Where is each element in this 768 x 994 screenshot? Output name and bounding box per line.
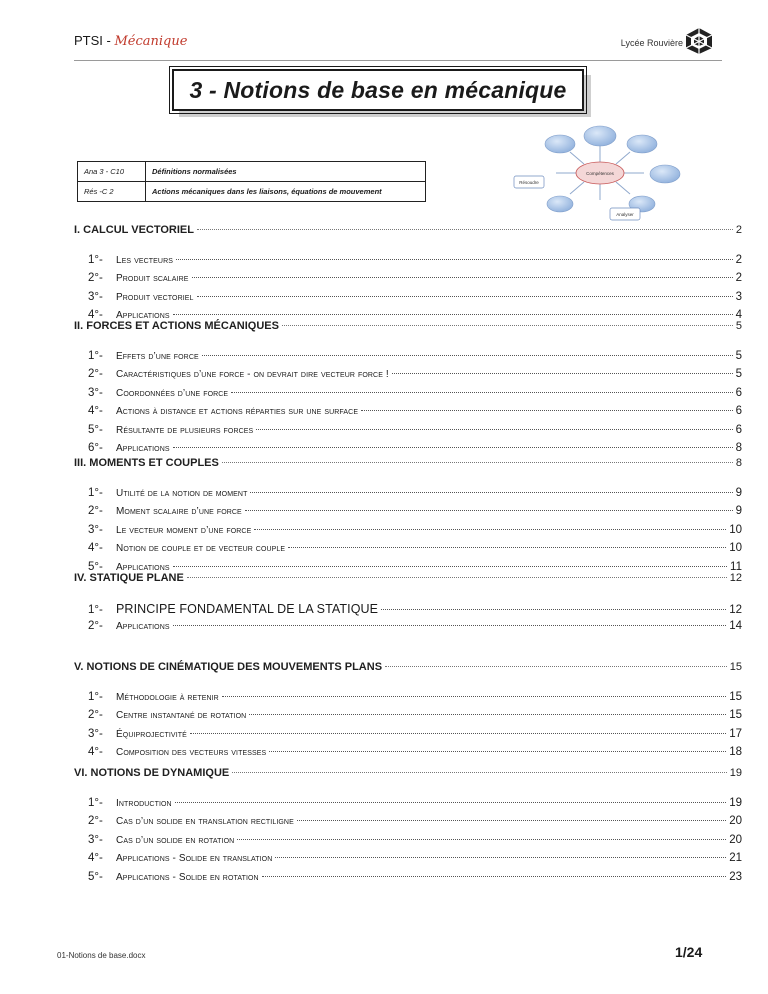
toc-entry-page: 2: [735, 254, 742, 266]
toc-entry-page: 11: [730, 560, 742, 573]
toc-entry-page: 6: [735, 423, 742, 436]
mindmap-left-label: Résoudre: [519, 180, 539, 185]
toc-leader: [232, 772, 727, 773]
mindmap-node: [584, 126, 616, 146]
toc-entry-number: 2°-: [88, 709, 103, 722]
toc-leader: [222, 462, 733, 463]
toc-section[interactable]: [74, 661, 742, 673]
toc-entry-number: 1°-: [88, 350, 103, 362]
toc-leader: [262, 876, 726, 877]
toc-entry-number: 6°-: [88, 442, 103, 454]
toc-entry-page: 12: [729, 604, 742, 616]
toc-entry-number: 1°-: [88, 797, 103, 809]
toc-leader: [173, 566, 727, 567]
toc-entry-label: Actions à distance et actions réparties sur une surface: [116, 406, 359, 418]
toc-entry-page: 18: [729, 746, 742, 759]
toc-leader: [282, 325, 733, 326]
toc-entry-page: 9: [735, 505, 742, 518]
toc-entry-label: Applications - Solide en translation: [116, 853, 273, 865]
toc-entry-label: Coordonnées d’une force: [116, 387, 229, 399]
toc-entry-page: 23: [729, 870, 742, 883]
toc-entry[interactable]: [88, 291, 742, 303]
footer-page-number: 1/24: [675, 944, 703, 960]
toc-entry-label: Applications - Solide en rotation: [116, 871, 259, 883]
toc-leader: [269, 751, 726, 752]
toc-entry-number: 3°-: [88, 727, 103, 740]
toc-entry[interactable]: [88, 487, 742, 499]
toc-section-page: 5: [735, 320, 742, 332]
toc-entry[interactable]: [88, 815, 742, 827]
toc-leader: [197, 229, 733, 230]
toc-entry-label: Cas d’un solide en rotation: [116, 834, 235, 846]
toc-entry-number: 2°-: [88, 505, 103, 518]
toc-entry-label: Centre instantané de rotation: [116, 710, 247, 722]
toc-entry-page: 17: [729, 727, 742, 740]
toc-entry[interactable]: [88, 505, 742, 517]
mindmap-node: [650, 165, 680, 183]
toc-leader: [254, 529, 726, 530]
toc-entry-label: Équiprojectivité: [116, 728, 187, 740]
toc-entry-page: 2: [735, 272, 742, 285]
toc-section-page: 2: [735, 224, 742, 236]
toc-entry-label: Effets d’une force: [116, 351, 199, 362]
toc-entry-label: Les vecteurs: [116, 255, 173, 266]
competence-code: Ana 3 - C10: [78, 162, 146, 182]
toc-entry-label: Résultante de plusieurs forces: [116, 424, 254, 436]
toc-entry-page: 5: [735, 350, 742, 362]
toc-leader: [250, 492, 732, 493]
toc-entry-page: 9: [735, 487, 742, 499]
toc-entry-page: 20: [729, 833, 742, 846]
toc-leader: [237, 839, 726, 840]
toc-section-label: IV. STATIQUE PLANE: [74, 572, 184, 584]
toc-entry-label: Introduction: [116, 798, 172, 809]
toc-entry-label: Produit vectoriel: [116, 291, 194, 303]
toc-entry-page: 15: [729, 709, 742, 722]
footer-filename: 01-Notions de base.docx: [57, 951, 146, 960]
toc-entry-page: 8: [735, 442, 742, 454]
toc-entry-number: 1°-: [88, 487, 103, 499]
toc-entry-page: 10: [729, 523, 742, 536]
toc-entry[interactable]: [88, 368, 742, 380]
toc-entry-number: 5°-: [88, 870, 103, 883]
toc-leader: [385, 666, 727, 667]
toc-entry-label: Notion de couple et de vecteur couple: [116, 543, 286, 555]
header-school: Lycée Rouvière: [620, 38, 683, 48]
toc-entry[interactable]: [88, 728, 742, 740]
toc-entry-label: Cas d’un solide en translation rectiligne: [116, 816, 294, 828]
toc-entry-number: 4°-: [88, 405, 103, 418]
toc-entry-number: 4°-: [88, 542, 103, 555]
toc-leader: [202, 355, 733, 356]
page-title: 3 - Notions de base en mécanique: [189, 76, 567, 103]
competences-mindmap: [508, 122, 693, 224]
toc-section[interactable]: [74, 320, 742, 332]
toc-entry-number: 2°-: [88, 272, 103, 285]
toc-entry-number: 3°-: [88, 290, 103, 303]
toc-entry-page: 6: [735, 405, 742, 418]
mindmap-bottom-label: Analyser: [616, 212, 634, 217]
toc-leader: [173, 314, 733, 315]
competence-desc: Actions mécaniques dans les liaisons, équations de mouvement: [146, 182, 426, 202]
toc-entry-page: 3: [735, 290, 742, 303]
toc-entry-page: 4: [735, 309, 742, 322]
toc-section-page: 8: [735, 457, 742, 469]
toc-entry-label: Caractéristiques d’une force - on devrait dire vecteur force !: [116, 369, 389, 381]
toc-entry-number: 2°-: [88, 620, 103, 633]
toc-entry-number: 2°-: [88, 368, 103, 381]
toc-entry-number: 4°-: [88, 309, 103, 322]
title-box: [172, 69, 584, 111]
toc-entry[interactable]: [88, 852, 742, 864]
toc-entry[interactable]: [88, 709, 742, 721]
toc-section-label: V. NOTIONS DE CINÉMATIQUE DES MOUVEMENTS PLANS: [74, 661, 383, 673]
toc-leader: [176, 259, 733, 260]
toc-entry-page: 5: [735, 368, 742, 381]
toc-entry-label: Applications: [116, 443, 170, 454]
toc-leader: [275, 857, 726, 858]
toc-entry-number: 3°-: [88, 386, 103, 399]
toc-section-label: III. MOMENTS ET COUPLES: [74, 457, 219, 469]
toc-entry-label: PRINCIPE FONDAMENTAL DE LA STATIQUE: [116, 602, 379, 616]
toc-section-page: 15: [729, 661, 742, 673]
competence-desc: Définitions normalisées: [146, 162, 426, 182]
toc-leader: [288, 547, 726, 548]
toc-leader: [392, 373, 733, 374]
toc-section-label: I. CALCUL VECTORIEL: [74, 224, 194, 236]
header-course-prefix: PTSI -: [74, 33, 115, 48]
toc-entry-page: 10: [729, 542, 742, 555]
toc-leader: [173, 625, 727, 626]
toc-entry-label: Composition des vecteurs vitesses: [116, 747, 267, 759]
toc-leader: [249, 714, 726, 715]
toc-entry-page: 14: [729, 620, 742, 633]
toc-section-label: II. FORCES ET ACTIONS MÉCANIQUES: [74, 320, 279, 332]
toc-section[interactable]: [74, 572, 742, 584]
toc-entry[interactable]: [88, 871, 742, 883]
toc-entry-label: Moment scalaire d’une force: [116, 506, 242, 518]
toc-section-page: 19: [729, 767, 742, 779]
toc-entry-number: 5°-: [88, 423, 103, 436]
toc-leader: [187, 577, 727, 578]
toc-entry[interactable]: [88, 524, 742, 536]
toc-entry-number: 4°-: [88, 852, 103, 865]
toc-entry-number: 1°-: [88, 604, 103, 616]
toc-entry-number: 1°-: [88, 691, 103, 703]
school-logo-icon: [684, 27, 714, 55]
toc-entry-label: Méthodologie à retenir: [116, 692, 219, 703]
toc-leader: [297, 820, 726, 821]
toc-entry[interactable]: [88, 272, 742, 284]
toc-entry-number: 5°-: [88, 560, 103, 573]
toc-entry-label: Produit scalaire: [116, 273, 189, 285]
toc-entry-label: Le vecteur moment d’une force: [116, 524, 252, 536]
toc-entry-label: Applications: [116, 561, 170, 573]
toc-entry[interactable]: [88, 405, 742, 417]
toc-leader: [245, 510, 733, 511]
toc-entry-label: Utilité de la notion de moment: [116, 488, 248, 499]
table-row: [78, 162, 426, 182]
toc-leader: [190, 733, 726, 734]
toc-entry-number: 1°-: [88, 254, 103, 266]
toc-entry-page: 21: [729, 852, 742, 865]
toc-section[interactable]: [74, 457, 742, 469]
toc-entry-page: 19: [729, 797, 742, 809]
toc-entry[interactable]: [88, 350, 742, 362]
toc-entry[interactable]: [88, 542, 742, 554]
header-course: [74, 33, 187, 49]
toc-entry-number: 3°-: [88, 523, 103, 536]
toc-entry[interactable]: [88, 561, 742, 573]
toc-leader: [197, 296, 733, 297]
toc-entry[interactable]: [88, 424, 742, 436]
header-rule: [74, 60, 722, 61]
toc-entry[interactable]: [88, 442, 742, 454]
toc-entry-number: 3°-: [88, 833, 103, 846]
toc-section-page: 12: [729, 572, 742, 584]
toc-entry[interactable]: [88, 797, 742, 809]
toc-entry-page: 15: [729, 691, 742, 703]
toc-leader: [231, 392, 732, 393]
toc-entry[interactable]: [88, 834, 742, 846]
toc-entry[interactable]: [88, 602, 742, 616]
toc-section-label: VI. NOTIONS DE DYNAMIQUE: [74, 767, 230, 779]
toc-section[interactable]: [74, 767, 742, 779]
mindmap-node: [545, 135, 575, 153]
toc-entry[interactable]: [88, 746, 742, 758]
toc-entry-number: 2°-: [88, 815, 103, 828]
toc-leader: [381, 609, 726, 610]
competence-code: Rés -C 2: [78, 182, 146, 202]
header-course-script: Mécanique: [114, 34, 188, 49]
toc-entry[interactable]: [88, 620, 742, 632]
toc-entry-page: 20: [729, 815, 742, 828]
toc-leader: [173, 447, 733, 448]
toc-entry-page: 6: [735, 386, 742, 399]
toc-entry-number: 4°-: [88, 746, 103, 759]
competences-table: [77, 161, 426, 202]
toc-entry-label: Applications: [116, 310, 170, 322]
toc-section[interactable]: [74, 224, 742, 236]
toc-leader: [192, 277, 733, 278]
toc-entry[interactable]: [88, 254, 742, 266]
toc-leader: [222, 696, 726, 697]
toc-leader: [361, 410, 733, 411]
toc-leader: [175, 802, 727, 803]
mindmap-node: [547, 196, 573, 212]
mindmap-node: [627, 135, 657, 153]
mindmap-center-label: Compétences: [586, 171, 614, 176]
toc-leader: [256, 429, 732, 430]
toc-entry[interactable]: [88, 691, 742, 703]
table-row: [78, 182, 426, 202]
toc-entry-label: Applications: [116, 621, 170, 633]
toc-entry[interactable]: [88, 387, 742, 399]
